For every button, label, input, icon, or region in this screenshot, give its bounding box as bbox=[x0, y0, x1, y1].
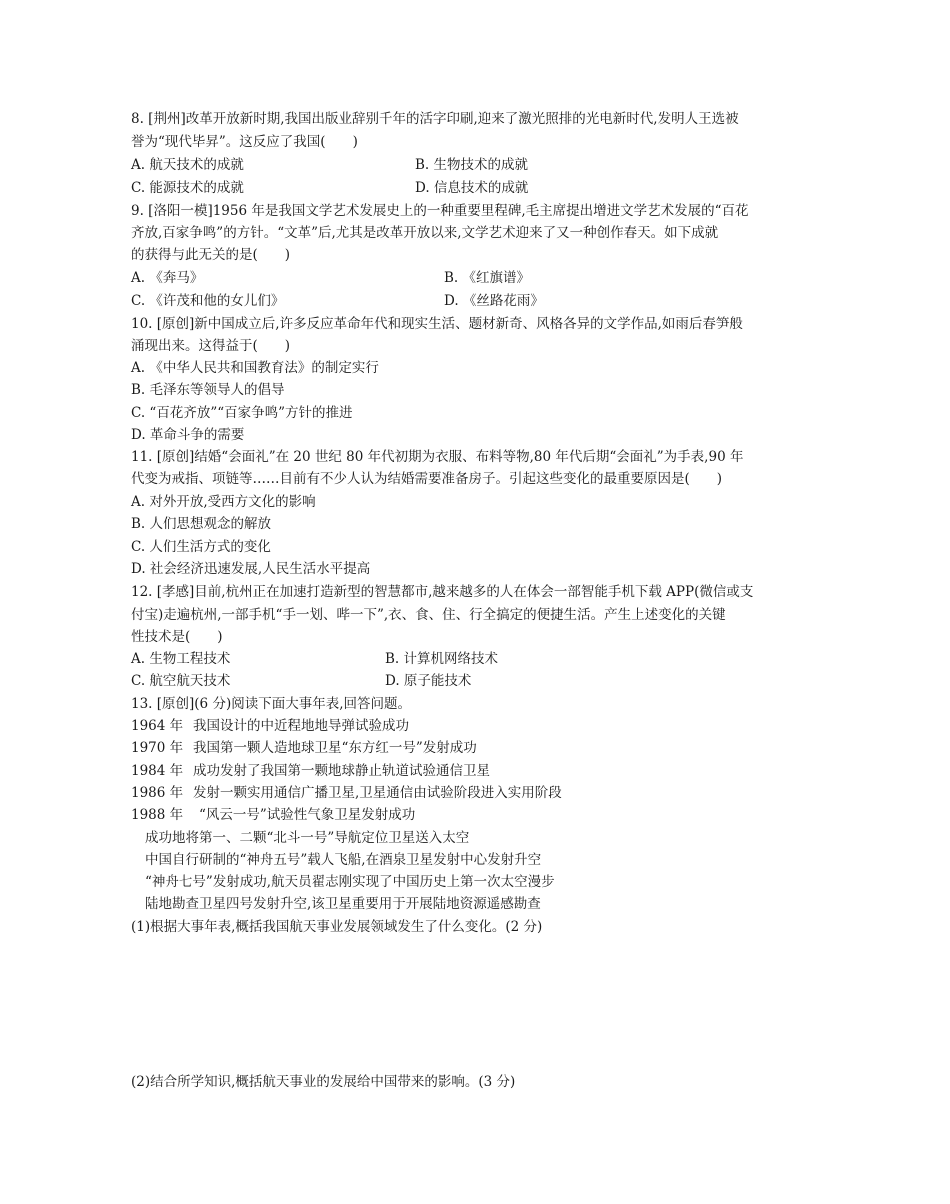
timeline-event: 我国设计的中近程地地导弹试验成功 bbox=[193, 718, 409, 734]
timeline-row bbox=[145, 849, 541, 871]
q9-stem-line2: 齐放,百家争鸣”的方针。“文革”后,尤其是改革开放以来,文学艺术迎来了又一种创作春天。如下成就 bbox=[131, 225, 719, 241]
q12-stem-line3: 性技术是( ) bbox=[131, 629, 223, 645]
q9-stem-line1: 9. [洛阳一模]1956 年是我国文学艺术发展史上的一种重要里程碑,毛主席提出增进文学艺术发展的“百花 bbox=[131, 203, 749, 219]
q8-option-b: B. 生物技术的成就 bbox=[415, 157, 529, 173]
q11-option-c: C. 人们生活方式的变化 bbox=[131, 539, 271, 555]
timeline-row bbox=[145, 827, 469, 849]
timeline-year: 1964 年 bbox=[131, 718, 184, 734]
q11-option-a: A. 对外开放,受西方文化的影响 bbox=[131, 494, 316, 510]
q10-option-c: C. “百花齐放”“百家争鸣”方针的推进 bbox=[131, 405, 353, 421]
timeline-row bbox=[131, 804, 415, 826]
q12-option-b: B. 计算机网络技术 bbox=[385, 651, 499, 667]
timeline-event: 成功发射了我国第一颗地球静止轨道试验通信卫星 bbox=[193, 763, 490, 779]
timeline-row bbox=[131, 782, 562, 804]
q10-option-d: D. 革命斗争的需要 bbox=[131, 427, 245, 443]
q13-subquestion-2: (2)结合所学知识,概括航天事业的发展给中国带来的影响。(3 分) bbox=[131, 1074, 516, 1090]
q13-subquestion-1: (1)根据大事年表,概括我国航天事业发展领域发生了什么变化。(2 分) bbox=[131, 919, 543, 935]
q10-option-a: A. 《中华人民共和国教育法》的制定实行 bbox=[131, 360, 379, 376]
q8-option-c: C. 能源技术的成就 bbox=[131, 180, 244, 196]
q12-option-d: D. 原子能技术 bbox=[385, 673, 472, 689]
q9-option-b: B. 《红旗谱》 bbox=[444, 270, 531, 286]
timeline-year: 1984 年 bbox=[131, 763, 184, 779]
q12-option-a: A. 生物工程技术 bbox=[131, 651, 231, 667]
q12-option-c: C. 航空航天技术 bbox=[131, 673, 231, 689]
q10-stem-line1: 10. [原创]新中国成立后,许多反应革命年代和现实生活、题材新奇、风格各异的文学作品,如雨后春笋般 bbox=[131, 316, 743, 332]
timeline-row bbox=[131, 715, 409, 737]
q8-option-d: D. 信息技术的成就 bbox=[415, 180, 529, 196]
timeline-row bbox=[131, 737, 477, 759]
q8-stem-line1: 8. [荆州]改革开放新时期,我国出版业辞别千年的活字印刷,迎来了激光照排的光电新时代,发明人王选被 bbox=[131, 111, 739, 127]
q11-stem-line1: 11. [原创]结婚“会面礼”在 20 世纪 80 年代初期为衣服、布料等物,80 年代后期“会面礼”为手表,90 年 bbox=[131, 449, 744, 465]
q11-stem-line2: 代变为戒指、项链等……目前有不少人认为结婚需要准备房子。引起这些变化的最重要原因是( ) bbox=[131, 471, 723, 487]
timeline-row bbox=[131, 760, 490, 782]
q13-stem: 13. [原创](6 分)阅读下面大事年表,回答问题。 bbox=[131, 696, 411, 712]
timeline-year: 1988 年 bbox=[131, 807, 184, 823]
q10-option-b: B. 毛泽东等领导人的倡导 bbox=[131, 382, 285, 398]
q11-option-d: D. 社会经济迅速发展,人民生活水平提高 bbox=[131, 561, 371, 577]
timeline-event: 发射一颗实用通信广播卫星,卫星通信由试验阶段进入实用阶段 bbox=[193, 785, 562, 801]
timeline-year: 1986 年 bbox=[131, 785, 184, 801]
q10-stem-line2: 涌现出来。这得益于( ) bbox=[131, 338, 291, 354]
q11-option-b: B. 人们思想观念的解放 bbox=[131, 516, 272, 532]
q9-option-c: C. 《许茂和他的女儿们》 bbox=[131, 293, 285, 309]
timeline-event: 我国第一颗人造地球卫星“东方红一号”发射成功 bbox=[193, 740, 477, 756]
timeline-event: “神舟七号”发射成功,航天员翟志刚实现了中国历史上第一次太空漫步 bbox=[145, 874, 555, 890]
timeline-event: 成功地将第一、二颗“北斗一号”导航定位卫星送入太空 bbox=[145, 830, 470, 846]
q8-option-a: A. 航天技术的成就 bbox=[131, 157, 244, 173]
q8-stem-line2: 誉为“现代毕昇”。这反应了我国( ) bbox=[131, 134, 358, 150]
q9-stem-line3: 的获得与此无关的是( ) bbox=[131, 247, 291, 263]
q12-stem-line1: 12. [孝感]目前,杭州正在加速打造新型的智慧都市,越来越多的人在体会一部智能手机下载 APP(微信或支 bbox=[131, 584, 754, 600]
timeline-event: 陆地勘查卫星四号发射升空,该卫星重要用于开展陆地资源遥感勘查 bbox=[145, 896, 541, 912]
timeline-event: 中国自行研制的“神舟五号”载人飞船,在酒泉卫星发射中心发射升空 bbox=[145, 852, 542, 868]
timeline-year: 1970 年 bbox=[131, 740, 184, 756]
timeline-event: “风云一号”试验性气象卫星发射成功 bbox=[199, 807, 416, 823]
q9-option-d: D. 《丝路花雨》 bbox=[444, 293, 544, 309]
q12-stem-line2: 付宝)走遍杭州,一部手机“手一划、哔一下”,衣、食、住、行全搞定的便捷生活。产生上述变化的关键 bbox=[131, 607, 726, 623]
timeline-row bbox=[145, 893, 541, 915]
q9-option-a: A. 《奔马》 bbox=[131, 270, 204, 286]
timeline-row bbox=[145, 871, 555, 893]
